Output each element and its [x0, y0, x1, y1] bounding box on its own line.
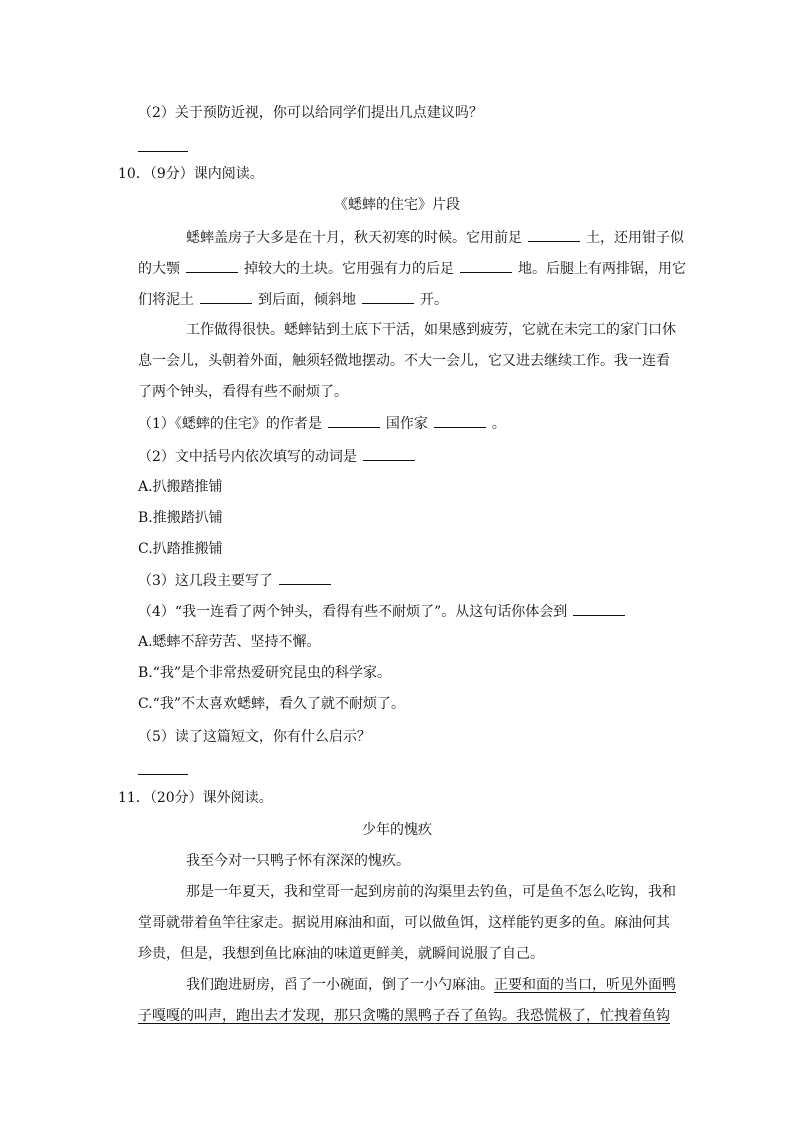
- q10-sub4-option-c[interactable]: C.“我”不太喜欢蟋蟀，看久了就不耐烦了。: [138, 696, 405, 712]
- q11-p2-line3: 珍贵，但是，我想到鱼比麻油的味道更鲜美，就瞬间说服了自己。: [138, 946, 544, 962]
- underlined-text: 正要和面的当口，听见外面鸭: [494, 977, 676, 993]
- answer-line[interactable]: [138, 773, 188, 775]
- q11-p3-line1: [186, 975, 676, 995]
- q10-passage-title: 《蟋蟀的住宅》片段: [334, 197, 460, 213]
- q11-passage-title: 少年的愧疚: [362, 822, 432, 838]
- fill-blank[interactable]: [363, 446, 415, 461]
- q10-p2-line3: 了两个钟头，看得有些不耐烦了。: [138, 384, 348, 400]
- q10-sub4-option-a[interactable]: A.蟋蟀不辞劳苦、坚持不懈。: [138, 634, 321, 650]
- q10-p1-line2: [138, 258, 686, 279]
- text: 们将泥土: [138, 292, 194, 308]
- q11-header: 11．（20分）课外阅读。: [118, 790, 273, 806]
- q10-header: 10．（9分）课内阅读。: [118, 166, 264, 182]
- text: （4）“我一连看了两个钟头，看得有些不耐烦了”。从这句话你体会到: [138, 604, 568, 620]
- q11-p2-line1: 那是一年夏天，我和堂哥一起到房前的沟渠里去钓鱼，可是鱼不怎么吃钩，我和: [186, 884, 676, 900]
- q10-sub2-option-c[interactable]: C.扒踏推搬铺: [138, 541, 223, 557]
- fill-blank[interactable]: [186, 258, 238, 273]
- q11-p3-line2: 子嘎嘎的叫声，跑出去才发现，那只贪嘴的黑鸭子吞了鱼钩。我恐慌极了，忙拽着鱼钩: [138, 1008, 670, 1024]
- fill-blank[interactable]: [528, 227, 580, 242]
- q10-sub2: [138, 446, 421, 467]
- fill-blank[interactable]: [573, 601, 625, 616]
- q11-p1: 我至今对一只鸭子怀有深深的愧疚。: [186, 853, 410, 869]
- q10-sub4: [138, 601, 631, 622]
- text: 到后面，倾斜地: [258, 292, 356, 308]
- text: 掉较大的土块。它用强有力的后足: [244, 261, 454, 277]
- q10-sub5: （5）读了这篇短文，你有什么启示？: [138, 729, 371, 745]
- text: 。: [491, 416, 506, 432]
- fill-blank[interactable]: [200, 289, 252, 304]
- q10-p1-line3: [138, 289, 448, 310]
- text: 国作家: [385, 416, 428, 432]
- fill-blank[interactable]: [328, 413, 380, 428]
- text: 土，还用钳子似: [586, 230, 684, 246]
- text: 开。: [420, 292, 448, 308]
- q10-sub1: [138, 413, 506, 434]
- text: （1）《蟋蟀的住宅》的作者是: [138, 416, 322, 432]
- text: 我们跑进厨房，舀了一小碗面，倒了一小勺麻油。: [186, 977, 494, 993]
- q11-p2-line2: 堂哥就带着鱼竿往家走。据说用麻油和面，可以做鱼饵，这样能钓更多的鱼。麻油何其: [138, 915, 670, 931]
- q10-p2-line2: 息一会儿，头朝着外面，触须轻微地摆动。不大一会儿，它又进去继续工作。我一连看: [138, 353, 670, 369]
- text: 地。后腿上有两排锯，用它: [518, 261, 686, 277]
- fill-blank[interactable]: [460, 258, 512, 273]
- answer-line[interactable]: [138, 150, 188, 152]
- q10-sub3: [138, 570, 337, 591]
- q10-p1-line1: [186, 227, 684, 248]
- text: 的大颚: [138, 261, 180, 277]
- text: （2）文中括号内依次填写的动词是: [138, 449, 357, 465]
- q10-sub2-option-a[interactable]: A.扒搬踏推铺: [138, 479, 223, 495]
- fill-blank[interactable]: [362, 289, 414, 304]
- q10-p2-line1: 工作做得很快。蟋蟀钻到土底下干活，如果感到疲劳，它就在未完工的家门口休: [186, 322, 676, 338]
- text: （3）这几段主要写了: [138, 573, 273, 589]
- q10-sub4-option-b[interactable]: B.“我”是个非常热爱研究昆虫的科学家。: [138, 665, 392, 681]
- fill-blank[interactable]: [434, 413, 486, 428]
- fill-blank[interactable]: [279, 570, 331, 585]
- q9-sub2-prompt: （2）关于预防近视，你可以给同学们提出几点建议吗？: [138, 105, 483, 121]
- q10-sub2-option-b[interactable]: B.推搬踏扒铺: [138, 510, 223, 526]
- text: 蟋蟀盖房子大多是在十月，秋天初寒的时候。它用前足: [186, 230, 522, 246]
